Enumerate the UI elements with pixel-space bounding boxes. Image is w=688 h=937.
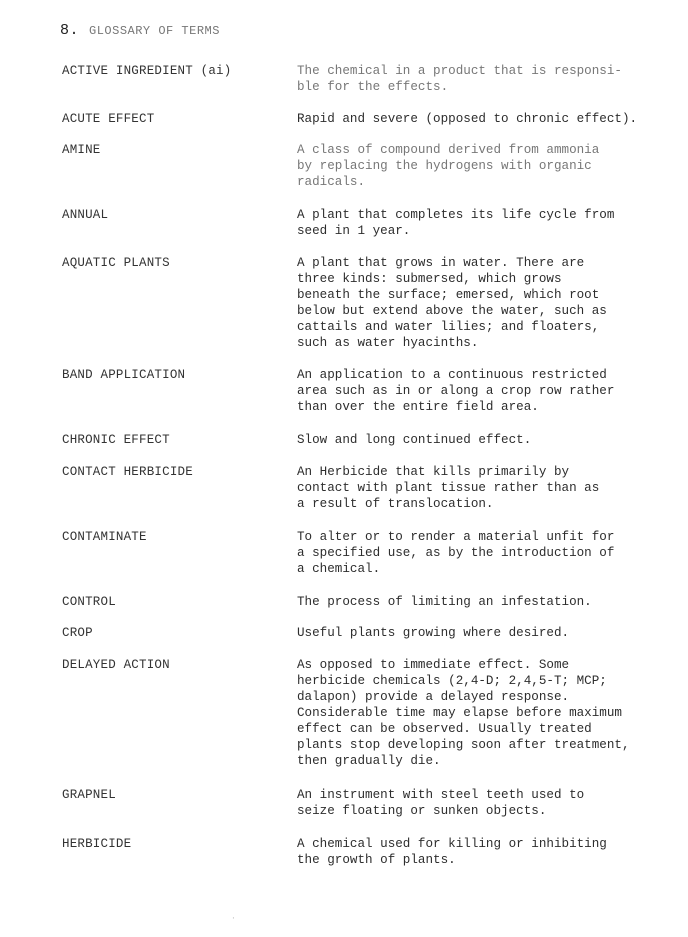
glossary-term: CONTACT HERBICIDE xyxy=(62,465,193,479)
glossary-term: CROP xyxy=(62,626,93,640)
glossary-definition: An Herbicide that kills primarily by contact with plant tissue rather than as a result of translocation. xyxy=(297,465,600,511)
glossary-term: AMINE xyxy=(62,143,101,157)
glossary-term: ACTIVE INGREDIENT (ai) xyxy=(62,64,232,78)
section-number: 8. xyxy=(60,22,80,39)
glossary-definition: To alter or to render a material unfit for a specified use, as by the introduction of a chemical. xyxy=(297,530,615,576)
glossary-definition: A chemical used for killing or inhibiting the growth of plants. xyxy=(297,837,607,867)
glossary-definition: An application to a continuous restricted area such as in or along a crop row rather than over the entire field area. xyxy=(297,368,615,414)
glossary-definition: As opposed to immediate effect. Some herbicide chemicals (2,4-D; 2,4,5-T; MCP; dalapon) provide a delayed response. Considerable time may elapse before maximum effect can be observed. Usually treated plants stop developing soon after treatment, then gradually die. xyxy=(297,658,630,768)
glossary-term: DELAYED ACTION xyxy=(62,658,170,672)
glossary-term: CONTAMINATE xyxy=(62,530,147,544)
glossary-term: BAND APPLICATION xyxy=(62,368,186,382)
glossary-definition: The chemical in a product that is responsi- ble for the effects. xyxy=(297,64,622,94)
glossary-term: HERBICIDE xyxy=(62,837,132,851)
section-title: GLOSSARY OF TERMS xyxy=(89,24,220,38)
glossary-term: ANNUAL xyxy=(62,208,109,222)
glossary-term: CONTROL xyxy=(62,595,116,609)
glossary-term: ACUTE EFFECT xyxy=(62,112,155,126)
glossary-definition: An instrument with steel teeth used to seize floating or sunken objects. xyxy=(297,788,585,818)
glossary-term: AQUATIC PLANTS xyxy=(62,256,170,270)
glossary-definition: Rapid and severe (opposed to chronic effect). xyxy=(297,112,638,126)
glossary-term: CHRONIC EFFECT xyxy=(62,433,170,447)
glossary-definition: A plant that completes its life cycle from seed in 1 year. xyxy=(297,208,615,238)
glossary-definition: A plant that grows in water. There are three kinds: submersed, which grows beneath the surface; emersed, which root below but extend above the water, such as cattails and water lilies; and floaters, such as water hyacinths. xyxy=(297,256,607,350)
glossary-definition: Slow and long continued effect. xyxy=(297,433,532,447)
glossary-term: GRAPNEL xyxy=(62,788,116,802)
glossary-definition: A class of compound derived from ammonia by replacing the hydrogens with organic radicals. xyxy=(297,143,600,189)
glossary-definition: Useful plants growing where desired. xyxy=(297,626,570,640)
section-heading xyxy=(60,22,220,39)
scan-speck: · xyxy=(231,914,236,923)
glossary-definition: The process of limiting an infestation. xyxy=(297,595,592,609)
